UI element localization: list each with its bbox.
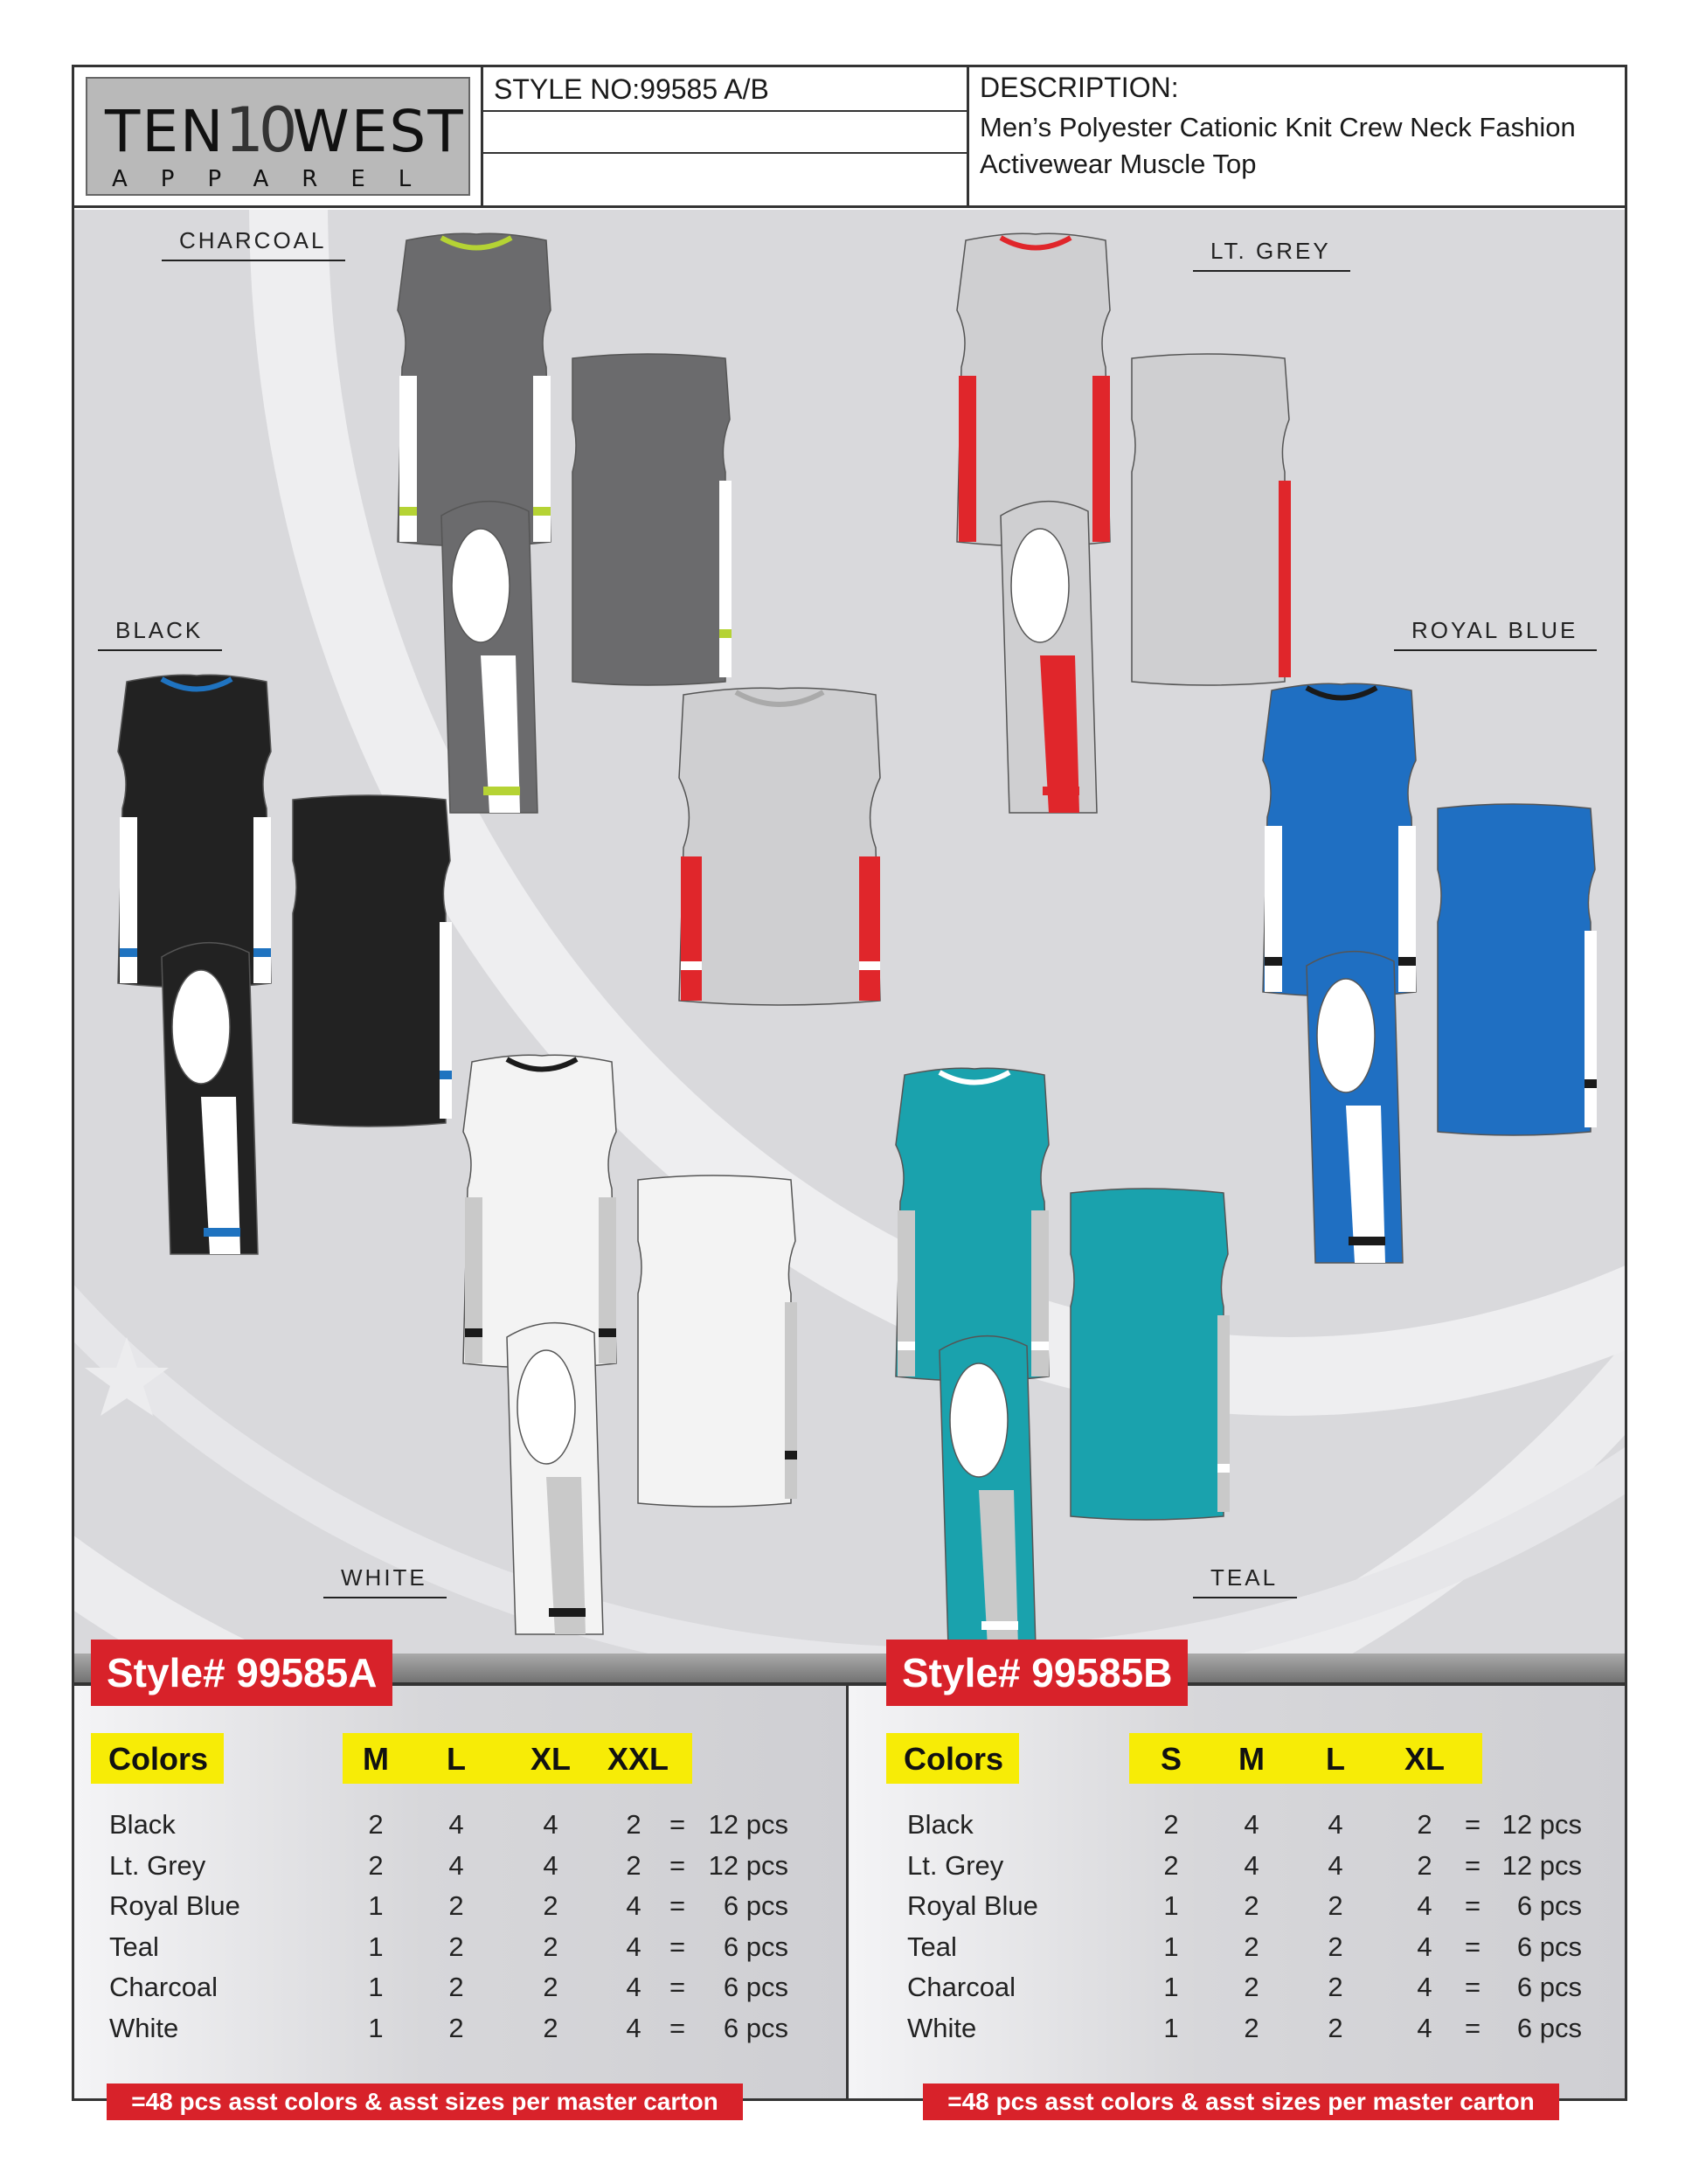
equals-sign: = [1464,1890,1481,1921]
qty-cell: 4 [1417,1972,1432,2002]
side-view [507,1323,603,1634]
row-total: 12 pcs [708,1849,788,1881]
qty-cell: 2 [1328,1931,1343,1962]
qty-cell: 2 [368,1849,384,1881]
equals-sign: = [669,1890,686,1921]
style-b-tag: Style# 99585B [886,1640,1188,1706]
qty-cell: 2 [1244,1972,1259,2002]
style-a-carton-note: =48 pcs asst colors & asst sizes per master carton [107,2083,743,2120]
panel-divider [846,1686,849,2098]
qty-cell: 2 [1244,2012,1259,2043]
side-view [1001,502,1097,813]
qty-cell: 4 [1244,1809,1259,1840]
size-header: XL [1404,1741,1445,1777]
qty-cell: 2 [1417,1809,1432,1840]
qty-cell: 1 [1163,1931,1179,1962]
qty-cell: 2 [448,1890,464,1921]
style-rule [483,110,967,112]
description-line: Activewear Muscle Top [980,149,1257,179]
size-header: S [1160,1741,1182,1777]
qty-cell: 1 [1163,1890,1179,1921]
equals-sign: = [669,1931,686,1962]
row-total: 6 pcs [1516,2012,1582,2043]
qty-cell: 1 [1163,2012,1179,2043]
description-line: Men’s Polyester Cationic Knit Crew Neck Fashion [980,112,1576,142]
front-view [463,1055,616,1368]
style-b-carton-note: =48 pcs asst colors & asst sizes per master carton [923,2083,1559,2120]
garment-center-lt-grey [662,682,898,1014]
qty-cell: 2 [543,1890,558,1921]
size-header: L [447,1741,466,1777]
row-total: 6 pcs [723,1972,788,2002]
back-view [638,1175,797,1507]
front-view [398,233,551,546]
front-view [896,1068,1049,1381]
qty-cell: 2 [448,1931,464,1962]
qty-cell: 2 [1328,2012,1343,2043]
row-total: 6 pcs [1516,1972,1582,2002]
qty-cell: 2 [1163,1809,1179,1840]
description-column [967,65,1625,205]
style-rule [483,152,967,154]
colorway-label-charcoal: CHARCOAL [179,227,327,253]
color-name: White [109,2012,179,2043]
back-view [572,354,732,685]
garment-teal [887,1062,1254,1654]
qty-cell: 1 [1163,1972,1179,2002]
qty-cell: 4 [1417,2012,1432,2043]
description-label: DESCRIPTION: [980,72,1179,103]
color-name: Black [109,1809,176,1840]
colors-header: Colors [108,1741,209,1777]
side-view [940,1336,1036,1647]
qty-cell: 4 [543,1849,558,1881]
colorway-label-royal-blue: ROYAL BLUE [1411,617,1578,643]
style-number-column [481,65,967,205]
equals-sign: = [1464,1931,1481,1962]
qty-cell: 4 [543,1809,558,1840]
row-total: 6 pcs [723,2012,788,2043]
color-name: Teal [109,1931,159,1962]
back-view [1071,1189,1230,1520]
row-total: 12 pcs [708,1809,788,1840]
qty-cell: 2 [543,1931,558,1962]
style-a-tag: Style# 99585A [91,1640,392,1706]
qty-cell: 4 [448,1849,464,1881]
qty-cell: 4 [1417,1890,1432,1921]
qty-cell: 2 [543,2012,558,2043]
row-total: 6 pcs [1516,1931,1582,1962]
qty-cell: 4 [1328,1809,1343,1840]
back-view [1132,354,1291,685]
colors-header: Colors [904,1741,1004,1777]
row-total: 6 pcs [723,1931,788,1962]
size-header: XXL [607,1741,669,1777]
color-name: Black [907,1809,974,1840]
qty-cell: 4 [1328,1849,1343,1881]
equals-sign: = [669,1849,686,1881]
side-view [1307,952,1403,1263]
size-header: M [363,1741,389,1777]
qty-cell: 4 [448,1809,464,1840]
row-total: 12 pcs [1501,1809,1582,1840]
qty-cell: 4 [1244,1849,1259,1881]
back-view [293,795,452,1127]
colorway-label-lt-grey: LT. GREY [1210,238,1331,264]
row-total: 6 pcs [723,1890,788,1921]
qty-cell: 4 [626,1972,641,2002]
garment-royal-blue [1254,677,1621,1272]
qty-cell: 4 [1417,1931,1432,1962]
qty-cell: 2 [1328,1890,1343,1921]
qty-cell: 4 [626,2012,641,2043]
qty-cell: 2 [543,1972,558,2002]
garment-illustration-area [74,210,1625,1654]
color-name: White [907,2012,977,2043]
qty-cell: 2 [368,1809,384,1840]
side-view [162,943,258,1254]
qty-cell: 2 [448,1972,464,2002]
front-view [118,675,271,988]
equals-sign: = [669,1809,686,1840]
qty-cell: 2 [626,1809,641,1840]
logo-wordmark: TEN10WEST [105,94,465,166]
qty-cell: 2 [1244,1931,1259,1962]
logo-subtitle: APPAREL [112,166,445,192]
color-name: Lt. Grey [109,1849,206,1881]
qty-cell: 4 [626,1890,641,1921]
color-name: Lt. Grey [907,1849,1004,1881]
equals-sign: = [669,2012,686,2043]
qty-cell: 2 [448,2012,464,2043]
qty-cell: 2 [1328,1972,1343,2002]
color-name: Charcoal [109,1972,218,2002]
color-name: Royal Blue [907,1890,1038,1921]
row-total: 12 pcs [1501,1849,1582,1881]
size-header: XL [530,1741,571,1777]
equals-sign: = [1464,1849,1481,1881]
row-total: 6 pcs [1516,1890,1582,1921]
qty-cell: 2 [1163,1849,1179,1881]
front-view [1263,683,1416,996]
back-view [1438,804,1597,1135]
colorway-label-white: WHITE [341,1564,427,1591]
garment-white [454,1049,822,1643]
qty-cell: 1 [368,1931,384,1962]
color-name: Teal [907,1931,957,1962]
equals-sign: = [1464,1972,1481,2002]
size-header: M [1238,1741,1265,1777]
brand-logo [86,77,470,196]
colorway-label-black: BLACK [115,617,204,643]
equals-sign: = [1464,1809,1481,1840]
qty-cell: 2 [1417,1849,1432,1881]
qty-cell: 4 [626,1931,641,1962]
qty-cell: 1 [368,2012,384,2043]
color-name: Charcoal [907,1972,1016,2002]
spec-header [72,65,1627,208]
front-view [957,233,1110,546]
equals-sign: = [669,1972,686,2002]
colorway-label-teal: TEAL [1210,1564,1279,1591]
garment-black [109,669,476,1263]
star-decoration-icon [74,1328,179,1433]
size-header: L [1326,1741,1345,1777]
equals-sign: = [1464,2012,1481,2043]
qty-cell: 1 [368,1972,384,2002]
color-name: Royal Blue [109,1890,240,1921]
qty-cell: 2 [626,1849,641,1881]
style-number: STYLE NO:99585 A/B [494,73,769,105]
qty-cell: 1 [368,1890,384,1921]
qty-cell: 2 [1244,1890,1259,1921]
